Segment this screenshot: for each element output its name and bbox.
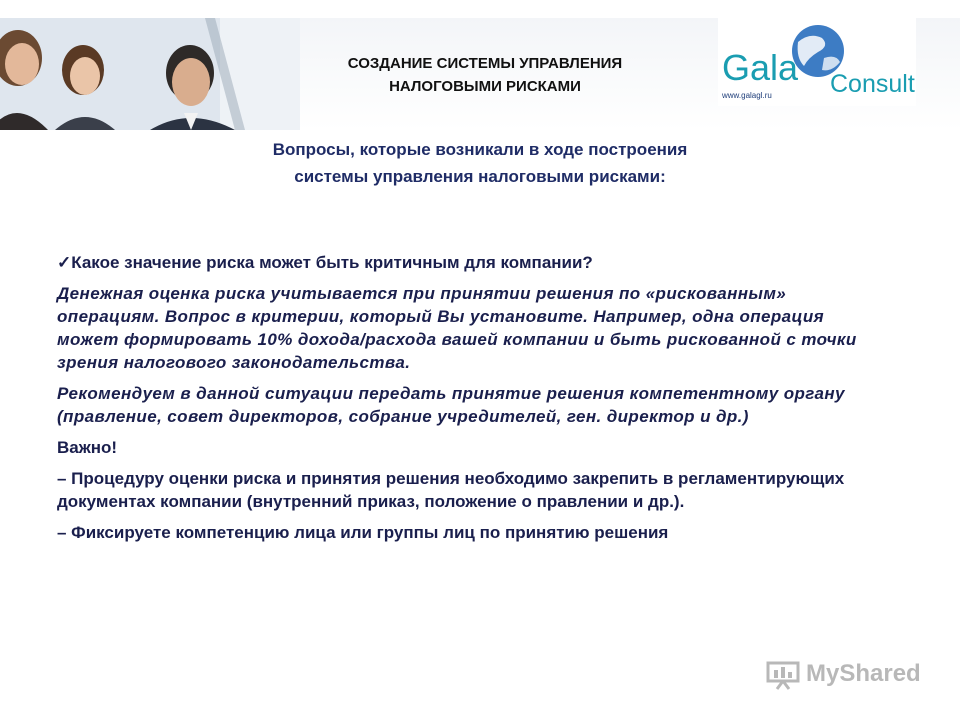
slide-subtitle [200,136,760,190]
important-label: Важно! [57,438,118,457]
watermark-text: MyShared [806,660,921,687]
myshared-watermark [766,656,921,692]
subtitle-line2: системы управления налоговыми рисками: [294,167,666,186]
presentation-icon [766,658,800,690]
logo-brand-right: Consult [830,70,915,98]
header-title [300,52,670,98]
point-competence: – Фиксируете компетенцию лица или группы лиц по принятию решения [57,523,669,542]
question-text: Какое значение риска может быть критичным для компании? [71,253,593,272]
gala-consult-logo [718,18,916,106]
point-procedure: – Процедуру оценки риска и принятия решения необходимо закрепить в регламентирующих документах компании (внутренний приказ, положение о правлении и др.). [57,469,845,511]
checkmark-icon: ✓ [57,253,72,272]
header-title-line2: НАЛОГОВЫМИ РИСКАМИ [389,78,581,95]
slide-content [57,251,877,544]
header-photo [0,18,300,130]
logo-brand-left: Gala [722,47,799,88]
paragraph-money-evaluation: Денежная оценка риска учитывается при принятии решения по «рискованным» операциям. Вопрос в критерии, который Вы установите. Например, одна операция может формировать 10% дохода/расхода вашей компании и быть рискованной с точки зрения налогового законодательства. [57,284,857,372]
paragraph-recommendation: Рекомендуем в данной ситуации передать принятие решения компетентному органу (правление, совет директоров, собрание учредителей, ген. директор и др.) [57,384,845,426]
subtitle-line1: Вопросы, которые возникали в ходе построения [272,140,688,159]
question-item [57,251,877,274]
header-title-line1: СОЗДАНИЕ СИСТЕМЫ УПРАВЛЕНИЯ [347,55,623,72]
logo-url: www.galagl.ru [722,91,772,100]
